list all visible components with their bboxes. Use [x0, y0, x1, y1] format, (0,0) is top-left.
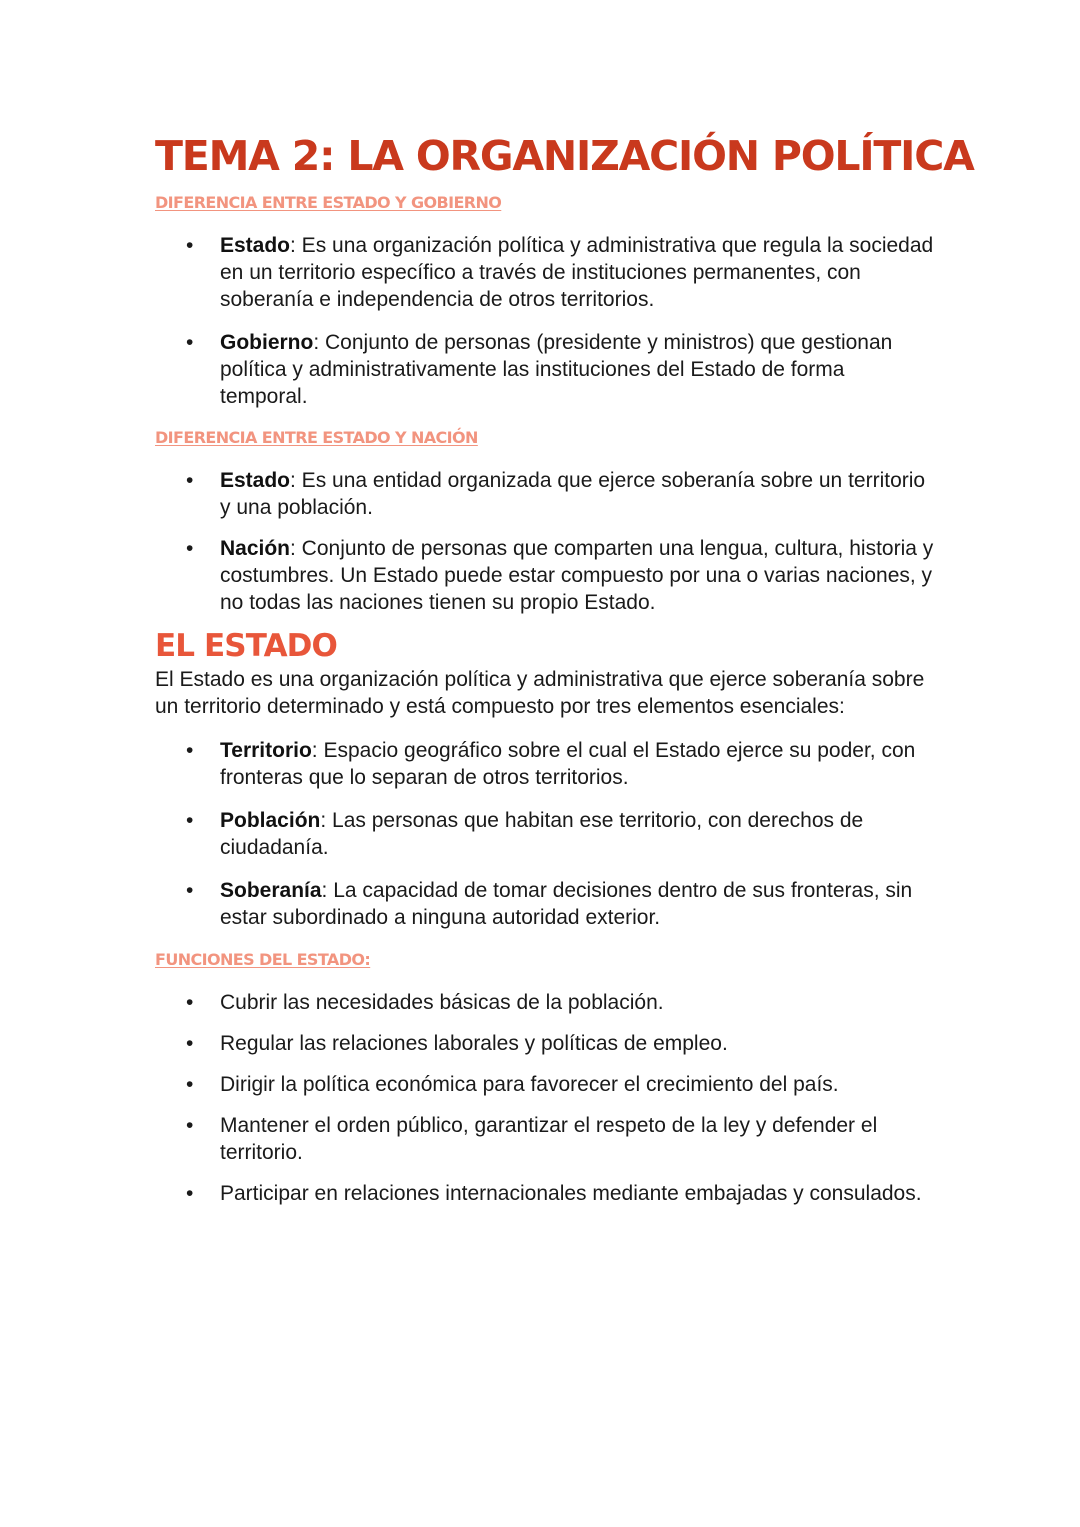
bullet-icon: •: [186, 537, 194, 560]
term: Nación: [220, 537, 291, 560]
estado-intro: El Estado es una organización política y administrativa que ejerce soberanía sobre un territorio determinado y está compuesto por tres elementos esenciales:: [155, 668, 925, 718]
term: Población: [220, 809, 321, 832]
definition: : La capacidad de tomar decisiones dentro de sus fronteras, sin estar subordinado a ninguna autoridad exterior.: [220, 879, 913, 929]
function-text: Dirigir la política económica para favorecer el crecimiento del país.: [220, 1073, 839, 1096]
bullet-icon: •: [186, 991, 194, 1014]
definition: : Conjunto de personas (presidente y ministros) que gestionan política y administrativamente las instituciones del Estado de forma temporal.: [220, 331, 893, 408]
list-item: [155, 329, 935, 410]
document-page: [155, 130, 974, 1207]
definition: : Espacio geográfico sobre el cual el Estado ejerce su poder, con fronteras que lo separan de otros territorios.: [220, 739, 916, 789]
list-item: [155, 467, 935, 521]
function-text: Cubrir las necesidades básicas de la población.: [220, 991, 664, 1014]
bullet-icon: •: [186, 809, 194, 832]
list-funciones: [155, 989, 935, 1207]
term: Soberanía: [220, 879, 322, 902]
bullet-icon: •: [186, 1114, 194, 1137]
definition: : Las personas que habitan ese territorio, con derechos de ciudadanía.: [220, 809, 864, 859]
list-item: [155, 1071, 935, 1098]
definition: : Conjunto de personas que comparten una lengua, cultura, historia y costumbres. Un Estado puede estar compuesto por una o varias naciones, y no todas las naciones tienen su propio Estado.: [220, 537, 934, 614]
list-estado-nacion: [155, 467, 935, 616]
subheading-estado-nacion: DIFERENCIA ENTRE ESTADO Y NACIÓN: [155, 428, 478, 447]
function-text: Mantener el orden público, garantizar el respeto de la ley y defender el territorio.: [220, 1114, 878, 1164]
subheading-funciones: FUNCIONES DEL ESTADO:: [155, 950, 371, 969]
page-title: TEMA 2: LA ORGANIZACIÓN POLÍTICA: [155, 132, 974, 180]
bullet-icon: •: [186, 234, 194, 257]
list-item: [155, 1030, 935, 1057]
list-item: [155, 535, 935, 616]
bullet-icon: •: [186, 1182, 194, 1205]
definition: : Es una entidad organizada que ejerce soberanía sobre un territorio y una población.: [220, 469, 926, 519]
subheading-estado-gobierno: DIFERENCIA ENTRE ESTADO Y GOBIERNO: [155, 193, 502, 212]
bullet-icon: •: [186, 469, 194, 492]
term: Gobierno: [220, 331, 314, 354]
term: Estado: [220, 469, 291, 492]
function-text: Participar en relaciones internacionales mediante embajadas y consulados.: [220, 1182, 922, 1205]
list-item: [155, 232, 935, 313]
bullet-icon: •: [186, 1032, 194, 1055]
list-item: [155, 877, 935, 931]
list-elementos-estado: [155, 737, 935, 931]
term: Territorio: [220, 739, 312, 762]
bullet-icon: •: [186, 331, 194, 354]
bullet-icon: •: [186, 1073, 194, 1096]
list-item: [155, 737, 935, 791]
list-item: [155, 989, 935, 1016]
function-text: Regular las relaciones laborales y políticas de empleo.: [220, 1032, 728, 1055]
bullet-icon: •: [186, 879, 194, 902]
list-item: [155, 1112, 935, 1166]
list-item: [155, 1180, 935, 1207]
list-item: [155, 807, 935, 861]
section-title-el-estado: EL ESTADO: [155, 628, 337, 664]
list-estado-gobierno: [155, 232, 935, 410]
term: Estado: [220, 234, 291, 257]
definition: : Es una organización política y administrativa que regula la sociedad en un territorio específico a través de instituciones permanentes, con soberanía e independencia de otros territorios.: [220, 234, 934, 311]
bullet-icon: •: [186, 739, 194, 762]
